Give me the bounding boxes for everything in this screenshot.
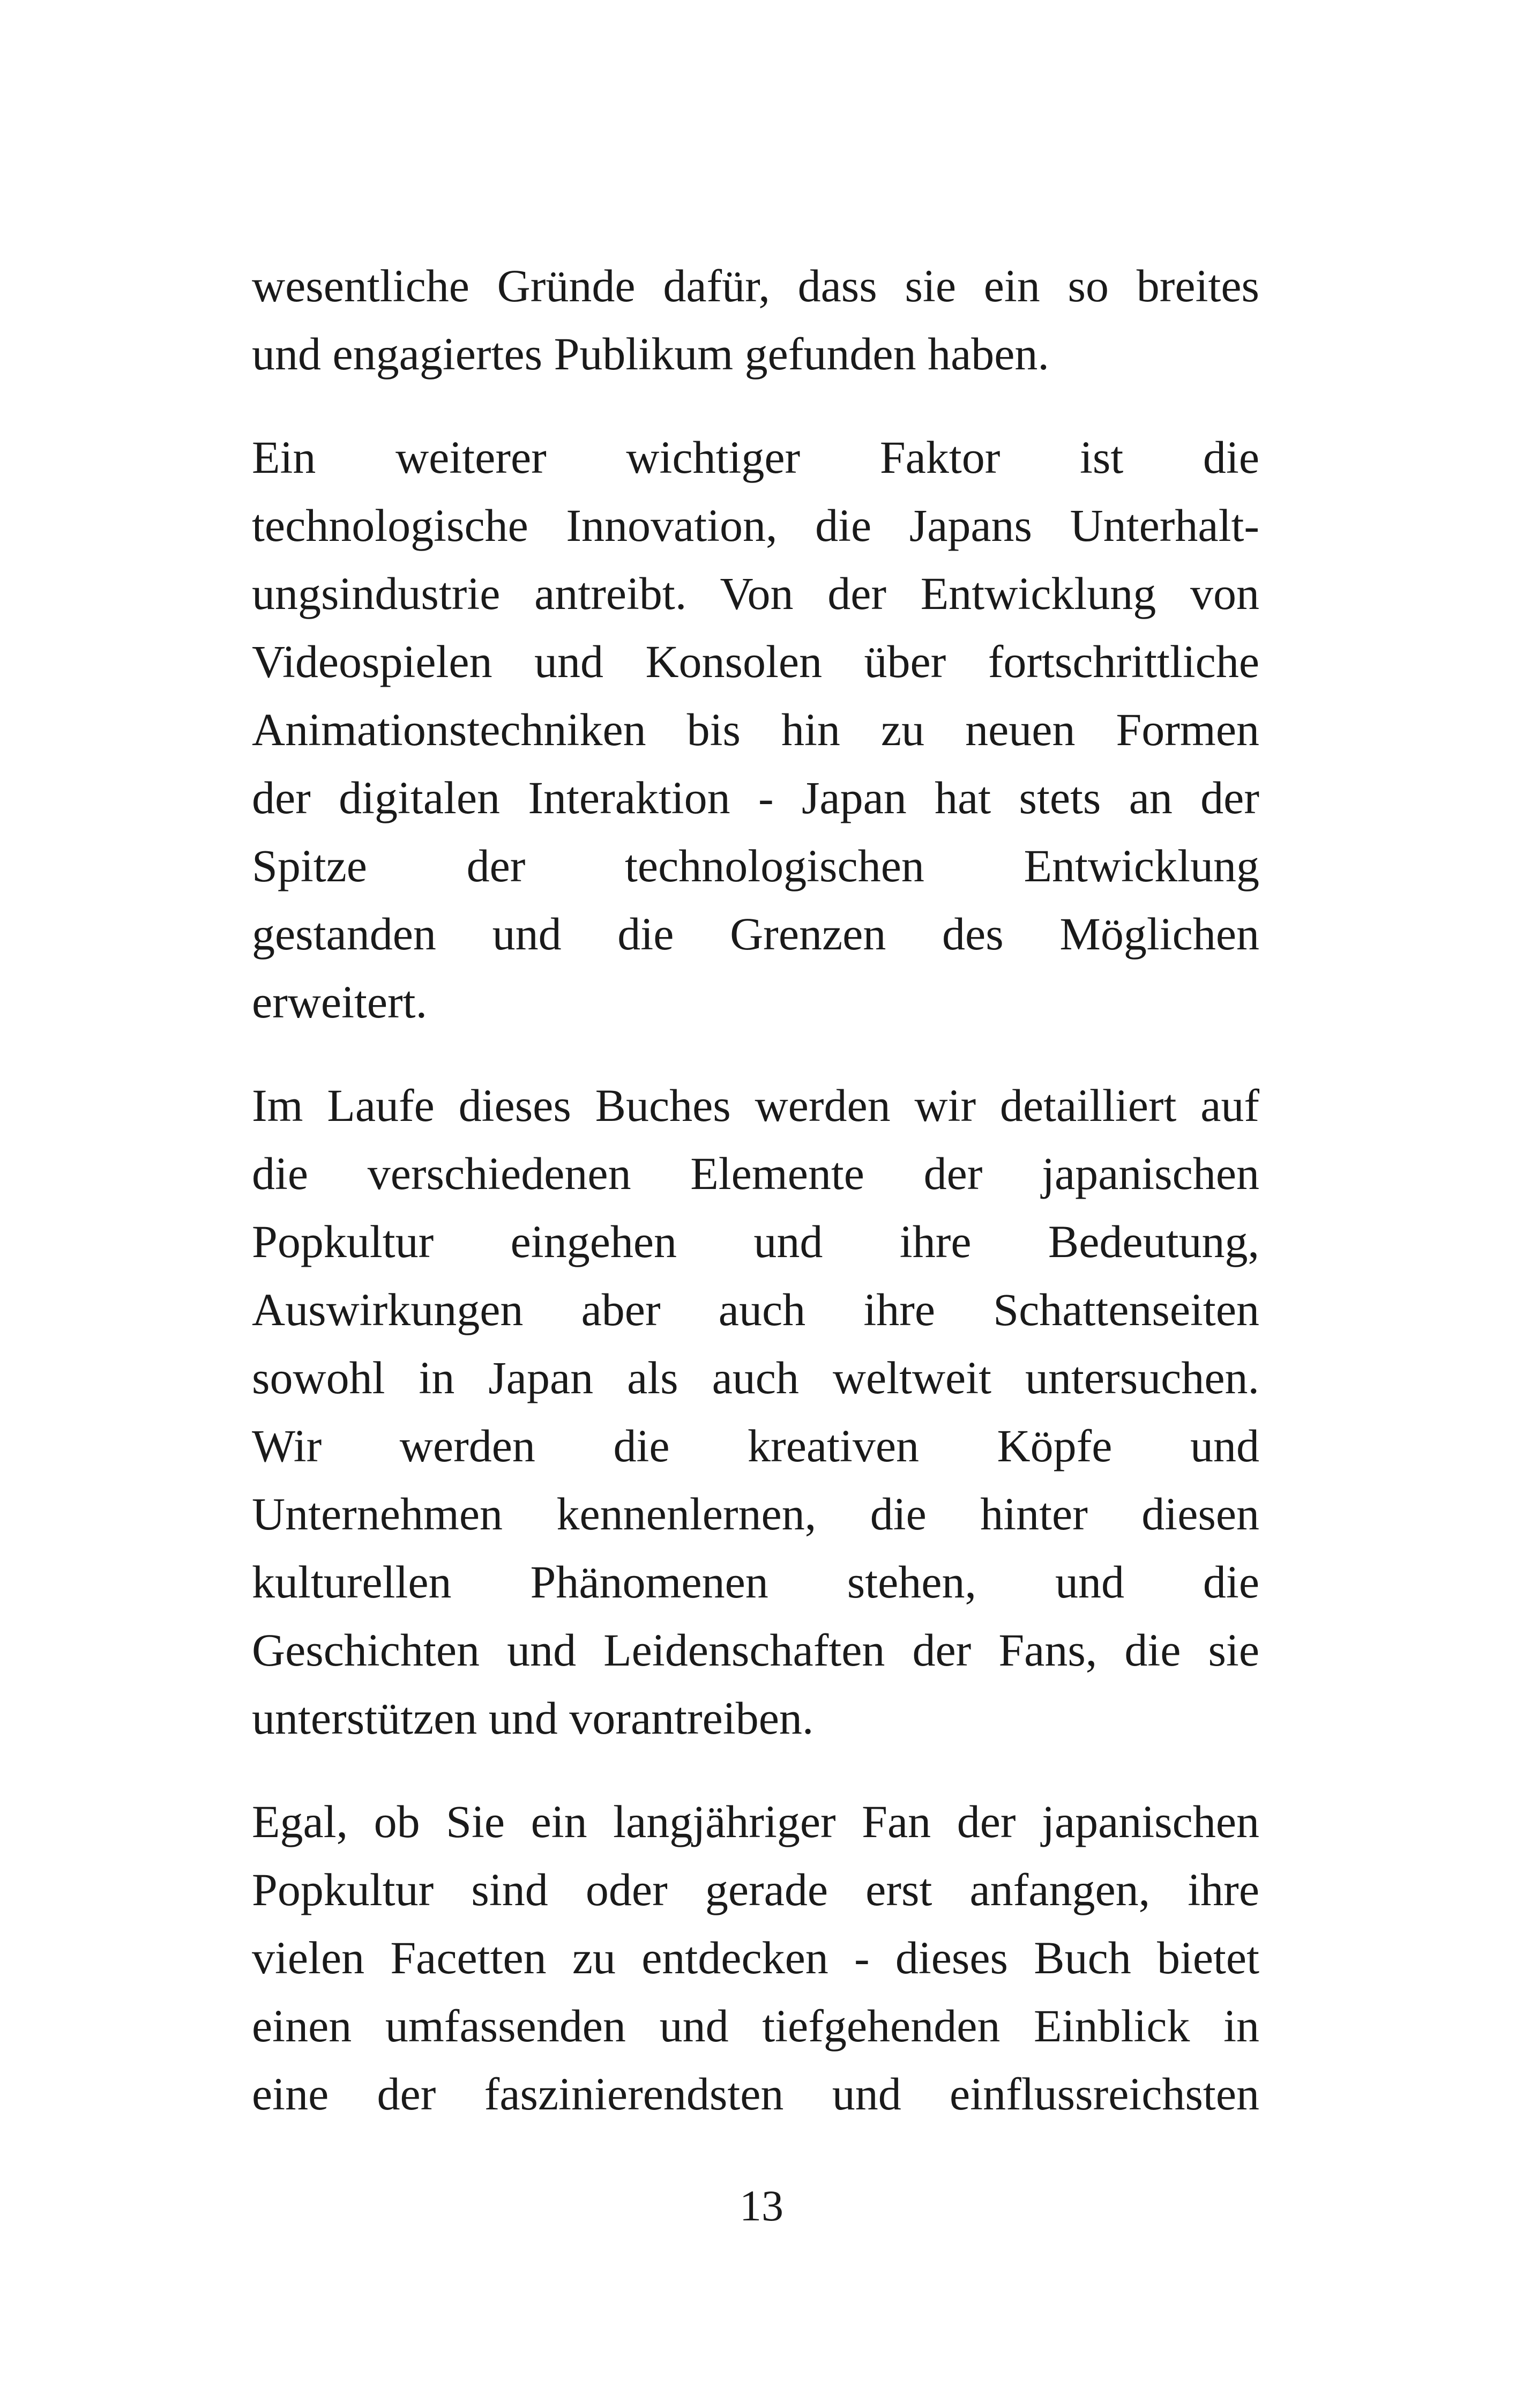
text-line: vielen Facetten zu entdecken - dieses Buch bietet	[252, 1932, 1259, 1983]
paragraph	[252, 1072, 1259, 1752]
text-line: und engagiertes Publikum gefunden haben.	[252, 328, 1049, 380]
text-line: Wir werden die kreativen Köpfe und	[252, 1420, 1259, 1471]
text-line: Im Laufe dieses Buches werden wir detailliert auf	[252, 1080, 1259, 1131]
text-line: Popkultur eingehen und ihre Bedeutung,	[252, 1216, 1259, 1267]
text-line: unterstützen und vorantreiben.	[252, 1692, 814, 1744]
text-line: erweitert.	[252, 976, 428, 1028]
text-line: sowohl in Japan als auch weltweit untersuchen.	[252, 1352, 1259, 1403]
paragraph	[252, 423, 1259, 1036]
text-line: der digitalen Interaktion - Japan hat stets an der	[252, 772, 1259, 823]
text-line: einen umfassenden und tiefgehenden Einblick in	[252, 2000, 1259, 2052]
text-line: gestanden und die Grenzen des Möglichen	[252, 908, 1259, 960]
text-line: eine der faszinierendsten und einflussreichsten	[252, 2068, 1259, 2120]
text-line: Spitze der technologischen Entwicklung	[252, 840, 1259, 891]
text-line: Unternehmen kennenlernen, die hinter diesen	[252, 1488, 1259, 1540]
text-line: die verschiedenen Elemente der japanischen	[252, 1148, 1259, 1199]
text-line: Egal, ob Sie ein langjähriger Fan der japanischen	[252, 1796, 1259, 1847]
text-line: Animationstechniken bis hin zu neuen Formen	[252, 704, 1259, 755]
paragraph	[252, 252, 1259, 388]
text-line: ungsindustrie antreibt. Von der Entwicklung von	[252, 568, 1259, 619]
text-line: kulturellen Phänomenen stehen, und die	[252, 1556, 1259, 1608]
text-line: Geschichten und Leidenschaften der Fans, die sie	[252, 1624, 1259, 1676]
page-number: 13	[740, 2181, 783, 2230]
paragraph	[252, 1788, 1259, 2128]
text-line: wesentliche Gründe dafür, dass sie ein so breites	[252, 260, 1259, 311]
text-line: Ein weiterer wichtiger Faktor ist die	[252, 432, 1259, 483]
text-line: Videospielen und Konsolen über fortschrittliche	[252, 636, 1259, 687]
body-text	[252, 252, 1259, 2128]
text-line: Auswirkungen aber auch ihre Schattenseiten	[252, 1284, 1259, 1335]
text-line: technologische Innovation, die Japans Unterhalt-	[252, 500, 1259, 551]
text-line: Popkultur sind oder gerade erst anfangen, ihre	[252, 1864, 1259, 1915]
